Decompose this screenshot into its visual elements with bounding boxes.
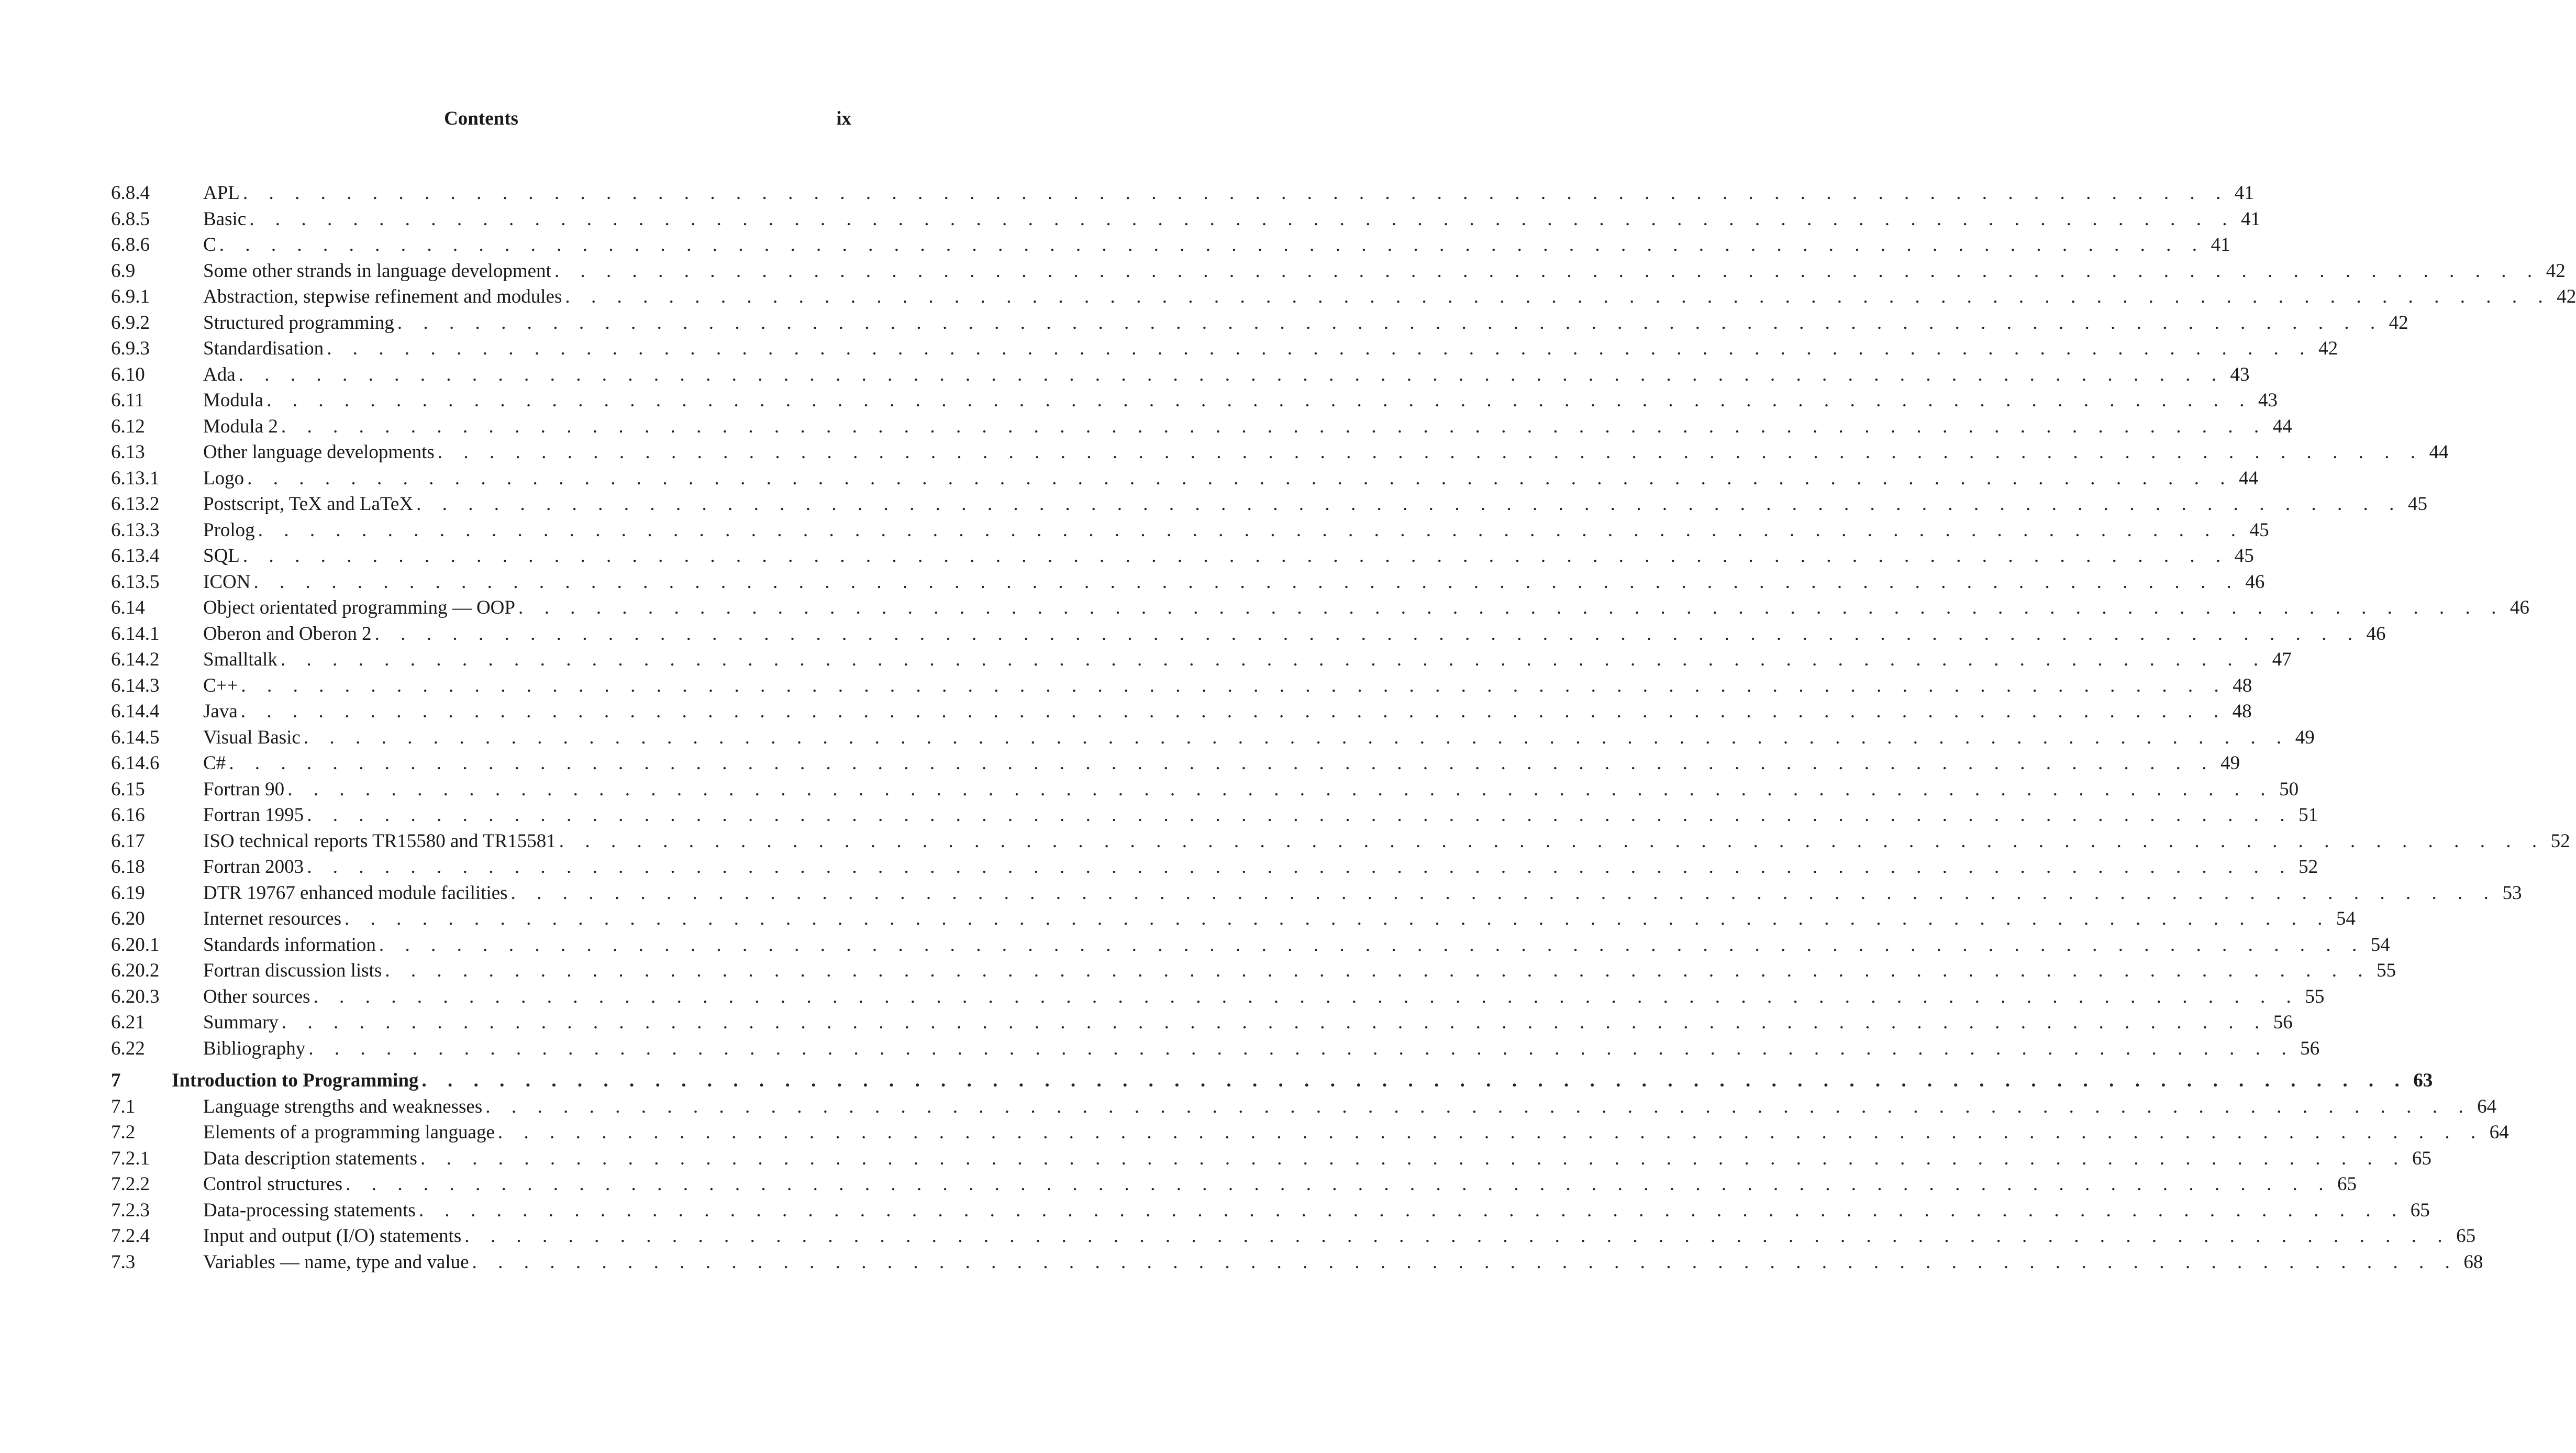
toc-entry-line (203, 1171, 2357, 1197)
toc-entry-title: Fortran 90 (203, 777, 287, 803)
toc-entry-title: Standardisation (203, 336, 327, 362)
toc-entry-number: 7.2.1 (111, 1147, 150, 1169)
page-title: Contents (444, 108, 518, 129)
toc-entry-title: Control structures (203, 1171, 346, 1197)
toc-entry-line (203, 1119, 2509, 1146)
dot-leader: . . . . . . . . . . . . . . . . . . . . . . . . . . . . . . . . . . . . . . . . . . . . . . . . . . . . . . . . . . . . . . . . . . . . . . . . . . . . . (518, 597, 2504, 618)
toc-entry[interactable] (111, 777, 2299, 803)
toc-entry-line (203, 465, 2258, 492)
toc-entry-number: 6.8.4 (111, 182, 150, 204)
table-of-contents (111, 180, 2576, 1275)
toc-entry-line (203, 828, 2570, 855)
toc-entry[interactable] (111, 725, 2315, 751)
dot-leader: . . . . . . . . . . . . . . . . . . . . . . . . . . . . . . . . . . . . . . . . . . . . . . . . . . . . . . . . . . . . . . . . . . . . . . . . . . . . . (303, 726, 2290, 748)
toc-entry-page: 48 (2233, 674, 2252, 696)
toc-entry-page: 48 (2232, 701, 2252, 722)
dot-leader: . . . . . . . . . . . . . . . . . . . . . . . . . . . . . . . . . . . . . . . . . . . . . . . . . . . . . . . . . . . . . . . . . . . . . . . . . . . . . (258, 519, 2244, 541)
dot-leader: . . . . . . . . . . . . . . . . . . . . . . . . . . . . . . . . . . . . . . . . . . . . . . . . . . . . . . . . . . . . . . . . . . . . . . . . . . . . . (437, 441, 2424, 463)
toc-entry-title: Prolog (203, 517, 258, 544)
dot-leader: . . . . . . . . . . . . . . . . . . . . . . . . . . . . . . . . . . . . . . . . . . . . . . . . . . . . . . . . . . . . . . . . . . . . . . . . . . . . . (559, 830, 2545, 852)
toc-entry[interactable] (111, 232, 2230, 258)
toc-entry-line (203, 1223, 2476, 1249)
toc-entry-number: 6.9.3 (111, 338, 150, 359)
dot-leader: . . . . . . . . . . . . . . . . . . . . . . . . . . . . . . . . . . . . . . . . . . . . . . . . . . . . . . . . . . . . . . . . . . . . . . . . . . . . . (219, 234, 2205, 256)
toc-entry-page: 46 (2245, 571, 2265, 593)
toc-entry-number: 6.13.3 (111, 519, 160, 541)
toc-entry-number: 6.20 (111, 908, 145, 929)
toc-entry-page: 56 (2273, 1012, 2293, 1033)
toc-entry-page: 42 (2389, 312, 2408, 334)
toc-entry-page: 45 (2249, 519, 2269, 541)
dot-leader: . . . . . . . . . . . . . . . . . . . . . . . . . . . . . . . . . . . . . . . . . . . . . . . . . . . . . . . . . . . . . . . . . . . . . . . . . . . . . (472, 1251, 2458, 1273)
dot-leader: . . . . . . . . . . . . . . . . . . . . . . . . . . . . . . . . . . . . . . . . . . . . . . . . . . . . . . . . . . . . . . . . . . . . . . . . . . . . . (327, 338, 2313, 359)
dot-leader: . . . . . . . . . . . . . . . . . . . . . . . . . . . . . . . . . . . . . . . . . . . . . . . . . . . . . . . . . . . . . . . . . . . . . . . . . . . . . (281, 1012, 2268, 1033)
toc-entry-title: SQL (203, 543, 243, 569)
toc-entry-number: 6.13.5 (111, 571, 160, 593)
toc-entry-page: 55 (2305, 985, 2325, 1007)
toc-entry-page: 44 (2429, 441, 2449, 463)
toc-entry-title: ICON (203, 569, 253, 595)
toc-entry-number: 6.13.2 (111, 493, 160, 515)
toc-entry[interactable] (111, 1010, 2293, 1036)
toc-entry-title: Fortran 1995 (203, 802, 307, 828)
toc-entry-title: Introduction to Programming (172, 1068, 421, 1094)
dot-leader: . . . . . . . . . . . . . . . . . . . . . . . . . . . . . . . . . . . . . . . . . . . . . . . . . . . . . . . . . . . . . . . . . . . . . . . . . . . . . (307, 804, 2293, 826)
dot-leader: . . . . . . . . . . . . . . . . . . . . . . . . . . . . . . . . . . . . . . . . . . . . . . . . . . . . . . . . . . . . . . . . . . . . . . . . . . . . . (554, 260, 2540, 282)
toc-entry-title: Modula (203, 387, 267, 414)
toc-entry-title: Elements of a programming language (203, 1119, 498, 1146)
toc-entry[interactable] (111, 180, 2254, 206)
toc-entry-page: 56 (2300, 1037, 2320, 1059)
running-header (111, 107, 851, 134)
toc-entry-line (203, 569, 2265, 595)
toc-entry-title: Input and output (I/O) statements (203, 1223, 464, 1249)
toc-entry-page: 52 (2550, 830, 2570, 852)
toc-entry[interactable] (111, 750, 2240, 777)
page-number: ix (836, 108, 851, 129)
toc-entry[interactable] (111, 465, 2258, 492)
toc-entry-line (172, 1068, 2433, 1094)
toc-entry-title: Data-processing statements (203, 1197, 419, 1224)
toc-entry-number: 7.2.2 (111, 1173, 150, 1195)
toc-entry[interactable] (111, 362, 2250, 388)
toc-entry[interactable] (111, 258, 2566, 284)
toc-entry-title: Oberon and Oberon 2 (203, 621, 375, 647)
toc-entry[interactable] (111, 854, 2318, 880)
toc-entry[interactable] (111, 1249, 2483, 1275)
toc-entry-page: 50 (2279, 778, 2299, 800)
toc-entry-number: 6.20.2 (111, 960, 160, 981)
toc-entry-page: 44 (2238, 467, 2258, 489)
toc-entry-page: 41 (2234, 182, 2254, 204)
toc-entry-page: 46 (2366, 623, 2386, 645)
toc-entry-number: 6.14.5 (111, 726, 160, 748)
toc-entry[interactable] (111, 1119, 2509, 1146)
toc-entry-title: Abstraction, stepwise refinement and modules (203, 284, 565, 310)
toc-entry-number: 6.21 (111, 1012, 145, 1033)
dot-leader: . . . . . . . . . . . . . . . . . . . . . . . . . . . . . . . . . . . . . . . . . . . . . . . . . . . . . . . . . . . . . . . . . . . . . . . . . . . . . (247, 467, 2233, 489)
toc-entry-number: 7.2.3 (111, 1199, 150, 1221)
toc-entry-line (203, 958, 2396, 984)
toc-entry-title: Fortran 2003 (203, 854, 307, 880)
toc-entry-page: 43 (2258, 390, 2278, 411)
toc-entry[interactable] (111, 958, 2396, 984)
toc-entry-number: 6.9.2 (111, 312, 150, 334)
toc-entry-line (203, 1249, 2483, 1275)
toc-entry[interactable] (111, 621, 2386, 647)
toc-entry-line (203, 1197, 2430, 1224)
toc-entry-page: 49 (2295, 726, 2315, 748)
toc-entry-number: 7.2 (111, 1122, 136, 1143)
dot-leader: . . . . . . . . . . . . . . . . . . . . . . . . . . . . . . . . . . . . . . . . . . . . . . . . . . . . . . . . . . . . . . . . . . . . . . . . . . . . . (374, 623, 2361, 645)
toc-entry-title: Object orientated programming — OOP (203, 595, 518, 621)
toc-entry-title: Other sources (203, 984, 313, 1010)
dot-leader: . . . . . . . . . . . . . . . . . . . . . . . . . . . . . . . . . . . . . . . . . . . . . . . . . . . . . . . . . . . . . . . . . . . . . . . . . . . . . (397, 312, 2383, 334)
toc-entry-page: 55 (2377, 960, 2396, 981)
toc-entry-title: APL (203, 180, 243, 206)
toc-entry[interactable] (111, 569, 2265, 595)
toc-entry-title: C (203, 232, 219, 258)
toc-entry[interactable] (111, 1171, 2357, 1197)
toc-entry[interactable] (111, 1094, 2497, 1120)
toc-entry-line (203, 284, 2576, 310)
toc-entry-number: 6.8.6 (111, 234, 150, 256)
toc-entry-title: ISO technical reports TR15580 and TR15581 (203, 828, 559, 855)
toc-entry-line (203, 206, 2261, 232)
toc-entry-title: Java (203, 698, 241, 725)
toc-entry-page: 54 (2336, 908, 2356, 929)
toc-entry[interactable] (111, 1146, 2431, 1172)
toc-entry-title: Basic (203, 206, 249, 232)
dot-leader: . . . . . . . . . . . . . . . . . . . . . . . . . . . . . . . . . . . . . . . . . . . . . . . . . . . . . . . . . . . . . . . . . . . . . . . . . . . . . (253, 571, 2240, 593)
toc-entry-line (203, 491, 2427, 517)
dot-leader: . . . . . . . . . . . . . . . . . . . . . . . . . . . . . . . . . . . . . . . . . . . . . . . . . . . . . . . . . . . . . . . . . . . . . . . . . . . . . (241, 674, 2227, 696)
dot-leader: . . . . . . . . . . . . . . . . . . . . . . . . . . . . . . . . . . . . . . . . . . . . . . . . . . . . . . . . . . . . . . . . . . . . . . . . . . . . . (497, 1122, 2484, 1143)
toc-entry[interactable] (111, 984, 2325, 1010)
toc-entry-line (203, 336, 2338, 362)
toc-entry[interactable] (111, 673, 2252, 699)
toc-entry-page: 42 (2546, 260, 2566, 282)
toc-entry[interactable] (111, 310, 2408, 336)
toc-entry-number: 7.1 (111, 1095, 136, 1117)
toc-entry-page: 42 (2557, 286, 2576, 307)
dot-leader: . . . . . . . . . . . . . . . . . . . . . . . . . . . . . . . . . . . . . . . . . . . . . . . . . . . . . . . . . . . . . . . . . . . . . . . . . . . . . (240, 701, 2227, 722)
dot-leader: . . . . . . . . . . . . . . . . . . . . . . . . . . . . . . . . . . . . . . . . . . . . . . . . . . . . . . . . . . . . . . . . . . . . . . . . . . . . . (249, 208, 2236, 230)
toc-entry-number: 6.14.2 (111, 649, 160, 670)
toc-entry-page: 47 (2272, 649, 2292, 670)
dot-leader: . . . . . . . . . . . . . . . . . . . . . . . . . . . . . . . . . . . . . . . . . . . . . . . . . . . . . . . . . . . . . . . . . . . . . . . . . . . . . (313, 985, 2300, 1007)
toc-entry[interactable] (111, 491, 2427, 517)
toc-entry-line (203, 673, 2252, 699)
dot-leader: . . . . . . . . . . . . . . . . . . . . . . . . . . . . . . . . . . . . . . . . . . . . . . . . . . . . . . . . . . . . . . . . . . . . . . . . . . . . . (385, 960, 2371, 981)
dot-leader: . . . . . . . . . . . . . . . . . . . . . . . . . . . . . . . . . . . . . . . . . . . . . . . . . . . . . . . . . . . . . . . . . . . . . . . . . . . . . (510, 882, 2497, 904)
toc-entry[interactable] (111, 932, 2390, 958)
toc-entry-line (203, 854, 2318, 880)
toc-entry-number: 6.22 (111, 1037, 145, 1059)
dot-leader: . . . . . . . . . . . . . . . . . . . . . . . . . . . . . . . . . . . . . . . . . . . . . . . . . . . . . . . . . . . . . . . . . . . . . . . . . . . . . (307, 856, 2293, 878)
toc-entry-line (203, 906, 2356, 932)
toc-entry-title: Bibliography (203, 1036, 308, 1062)
toc-entry-title: Fortran discussion lists (203, 958, 385, 984)
dot-leader: . . . . . . . . . . . . . . . . . . . . . . . . . . . . . . . . . . . . . . . . . . . . . . . . . . . . . . . . . . . . . . . . . . . . . . . . . . . . . (280, 649, 2267, 670)
toc-entry[interactable] (111, 206, 2261, 232)
toc-entry-line (203, 777, 2299, 803)
dot-leader: . . . . . . . . . . . . . . . . . . . . . . . . . . . . . . . . . . . . . . . . . . . . . . . . . . . . . . . . . . . . . . . . . . . . . . . . . . . . . (242, 545, 2229, 567)
toc-entry-line (203, 647, 2292, 673)
toc-entry-title: Other language developments (203, 439, 438, 465)
toc-entry-number: 6.13.1 (111, 467, 160, 489)
toc-entry-line (203, 180, 2254, 206)
dot-leader: . . . . . . . . . . . . . . . . . . . . . . . . . . . . . . . . . . . . . . . . . . . . . . . . . . . . . . . . . . . . . . . . . . . . . . . . . . . . . (379, 934, 2365, 956)
toc-entry-line (203, 1036, 2320, 1062)
dot-leader: . . . . . . . . . . . . . . . . . . . . . . . . . . . . . . . . . . . . . . . . . . . . . . . . . . . . . . . . . . . . . . . . . . . . . . . . . . . . . (345, 908, 2330, 929)
toc-entry-number: 6.12 (111, 415, 145, 437)
toc-entry-number: 6.14 (111, 597, 145, 618)
toc-entry-number: 7.3 (111, 1251, 136, 1273)
toc-entry[interactable] (111, 439, 2449, 465)
toc-entry-line (203, 232, 2230, 258)
toc-entry[interactable] (111, 284, 2576, 310)
toc-entry-line (203, 802, 2318, 828)
toc-entry-title: Visual Basic (203, 725, 304, 751)
toc-entry-line (203, 362, 2250, 388)
toc-entry-line (203, 621, 2386, 647)
toc-entry-line (203, 414, 2292, 440)
toc-entry-title: Modula 2 (203, 414, 281, 440)
dot-leader: . . . . . . . . . . . . . . . . . . . . . . . . . . . . . . . . . . . . . . . . . . . . . . . . . . . . . . . . . . . . . . . . . . . . . . . . . . . . . (229, 752, 2215, 774)
toc-entry-title: Language strengths and weaknesses (203, 1094, 485, 1120)
dot-leader: . . . . . . . . . . . . . . . . . . . . . . . . . . . . . . . . . . . . . . . . . . . . . . . . . . . . . . . . . . . . . . . . . . . . . . . . . . . . . (565, 286, 2551, 307)
toc-entry-page: 53 (2502, 882, 2522, 904)
toc-entry-number: 6.10 (111, 363, 145, 385)
toc-entry-page: 41 (2241, 208, 2261, 230)
toc-entry[interactable] (111, 880, 2522, 906)
toc-entry-number: 6.14.4 (111, 701, 160, 722)
toc-entry[interactable] (111, 647, 2292, 673)
toc-entry-line (203, 1094, 2497, 1120)
toc-entry-page: 54 (2370, 934, 2390, 956)
toc-entry-line (203, 880, 2522, 906)
toc-entry[interactable] (111, 906, 2356, 932)
toc-entry-title: Ada (203, 362, 239, 388)
toc-entry[interactable] (111, 802, 2318, 828)
toc-entry-page: 45 (2234, 545, 2254, 567)
toc-entry-page: 65 (2456, 1225, 2476, 1247)
toc-entry[interactable] (111, 1197, 2430, 1224)
toc-entry[interactable] (111, 1223, 2476, 1249)
toc-entry-title: C# (203, 750, 229, 777)
toc-entry-page: 43 (2230, 363, 2250, 385)
toc-entry-line (203, 1010, 2293, 1036)
toc-entry-title: Variables — name, type and value (203, 1249, 472, 1275)
toc-entry-page: 51 (2299, 804, 2318, 826)
toc-entry-number: 6.20.1 (111, 934, 160, 956)
toc-entry-line (203, 439, 2449, 465)
toc-entry-line (203, 517, 2269, 544)
dot-leader: . . . . . . . . . . . . . . . . . . . . . . . . . . . . . . . . . . . . . . . . . . . . . . . . . . . . . . . . . . . . . . . . . . . . . . . . . . . . . (242, 182, 2229, 204)
toc-entry-title: Standards information (203, 932, 379, 958)
toc-entry[interactable] (111, 336, 2338, 362)
toc-entry-title: Structured programming (203, 310, 397, 336)
dot-leader: . . . . . . . . . . . . . . . . . . . . . . . . . . . . . . . . . . . . . . . . . . . . . . . . . . . . . . . . . . . . . . . . . . . . . . . . . . . . . (418, 1199, 2405, 1221)
dot-leader: . . . . . . . . . . . . . . . . . . . . . . . . . . . . . . . . . . . . . . . . . . . . . . . . . . . . . . . . . . . . . . . . . . . . . . . . . . . . . (485, 1095, 2472, 1117)
toc-entry-title: DTR 19767 enhanced module facilities (203, 880, 511, 906)
toc-entry-page: 49 (2220, 752, 2240, 774)
dot-leader: . . . . . . . . . . . . . . . . . . . . . . . . . . . . . . . . . . . . . . . . . . . . . . . . . . . . . . . . . . . . . . . . . . . . . . . . . . . . . (287, 778, 2274, 800)
toc-entry-title: C++ (203, 673, 241, 699)
toc-entry-number: 6.16 (111, 804, 145, 826)
dot-leader: . . . . . . . . . . . . . . . . . . . . . . . . . . . . . . . . . . . . . . . . . . . . . . . . . . . . . . . . . . . . . . . . . . . . . . . . . . . . . (464, 1225, 2451, 1247)
dot-leader: . . . . . . . . . . . . . . . . . . . . . . . . . . . . . . . . . . . . . . . . . . . . . . . . . . . . . . . . . . . . . . . . . . . . . . . . . . . . . (308, 1037, 2295, 1059)
toc-entry[interactable] (111, 698, 2252, 725)
toc-entry-line (203, 258, 2566, 284)
toc-entry-number: 6.17 (111, 830, 145, 852)
toc-entry-page: 65 (2412, 1147, 2431, 1169)
dot-leader: . . . . . . . . . . . . . . . . . . . . . . . . . . . . . . . . . . . . . . . . . . . . . . . . . . . . . . . . . . . . . . . . . . . . . . . . . . . . . (346, 1173, 2332, 1195)
toc-entry[interactable] (111, 517, 2269, 544)
toc-entry-number: 6.11 (111, 390, 145, 411)
dot-leader: . . . . . . . . . . . . . . . . . . . . . . . . . . . . . . . . . . . . . . . . . . . . . . . . . . . . . . . . . . . . . . . . . . . . . . . . . . . . . (420, 1147, 2406, 1169)
toc-entry[interactable] (111, 595, 2529, 621)
toc-entry[interactable] (111, 543, 2254, 569)
dot-leader: . . . . . . . . . . . . . . . . . . . . . . . . . . . . . . . . . . . . . . . . . . . . . . . . . . . . . . . . . . . . . . . . . . . . . . . . . . . . . (267, 390, 2252, 411)
dot-leader: . . . . . . . . . . . . . . . . . . . . . . . . . . . . . . . . . . . . . . . . . . . . . . . . . . . . . . . . . . . . . . . . . . . . . . . . . . . . . (238, 363, 2225, 385)
toc-entry-number: 6.19 (111, 882, 145, 904)
toc-entry-title: Postscript, TeX and LaTeX (203, 491, 416, 517)
toc-entry[interactable] (111, 828, 2570, 855)
toc-entry-line (203, 387, 2278, 414)
toc-entry[interactable] (111, 414, 2292, 440)
dot-leader: . . . . . . . . . . . . . . . . . . . . . . . . . . . . . . . . . . . . . . . . . . . . . . . . . . . . . . . . . . . . . . . . . . . . . . . . . . . . . (421, 1070, 2408, 1091)
toc-entry-page: 64 (2477, 1095, 2497, 1117)
toc-entry-page: 63 (2413, 1070, 2433, 1091)
toc-entry-page: 46 (2510, 597, 2529, 618)
toc-entry-page: 65 (2410, 1199, 2430, 1221)
toc-entry-title: Smalltalk (203, 647, 281, 673)
toc-entry-title: Data description statements (203, 1146, 420, 1172)
toc-entry-line (203, 1146, 2431, 1172)
toc-entry-page: 64 (2489, 1122, 2509, 1143)
dot-leader: . . . . . . . . . . . . . . . . . . . . . . . . . . . . . . . . . . . . . . . . . . . . . . . . . . . . . . . . . . . . . . . . . . . . . . . . . . . . . (281, 415, 2267, 437)
toc-entry-page: 41 (2211, 234, 2230, 256)
toc-entry-number: 6.14.3 (111, 674, 160, 696)
toc-entry-title: Summary (203, 1010, 282, 1036)
toc-entry-number: 6.9.1 (111, 286, 150, 307)
toc-entry-title: Internet resources (203, 906, 345, 932)
toc-entry-title: Logo (203, 465, 247, 492)
toc-entry-number: 6.13 (111, 441, 145, 463)
toc-entry-page: 65 (2337, 1173, 2357, 1195)
dot-leader: . . . . . . . . . . . . . . . . . . . . . . . . . . . . . . . . . . . . . . . . . . . . . . . . . . . . . . . . . . . . . . . . . . . . . . . . . . . . . (416, 493, 2402, 515)
toc-entry-number: 6.14.1 (111, 623, 160, 645)
toc-entry-line (203, 725, 2315, 751)
toc-entry-page: 42 (2318, 338, 2338, 359)
toc-entry-number: 6.8.5 (111, 208, 150, 230)
toc-entry-number: 6.18 (111, 856, 145, 878)
toc-entry-number: 7 (111, 1070, 121, 1091)
toc-entry-page: 45 (2407, 493, 2427, 515)
toc-entry-title: Some other strands in language development (203, 258, 554, 284)
toc-entry-line (203, 932, 2390, 958)
toc-entry-line (203, 595, 2529, 621)
toc-entry-number: 7.2.4 (111, 1225, 150, 1247)
toc-entry-line (203, 750, 2240, 777)
toc-entry-page: 68 (2463, 1251, 2483, 1273)
toc-entry-page: 52 (2299, 856, 2318, 878)
toc-entry[interactable] (111, 387, 2278, 414)
toc-chapter-entry[interactable] (111, 1068, 2433, 1094)
toc-entry-number: 6.15 (111, 778, 145, 800)
toc-entry-line (203, 310, 2408, 336)
toc-entry-line (203, 543, 2254, 569)
toc-entry-line (203, 984, 2325, 1010)
toc-entry-number: 6.9 (111, 260, 136, 282)
toc-entry-line (203, 698, 2252, 725)
toc-entry[interactable] (111, 1036, 2320, 1062)
toc-entry-number: 6.13.4 (111, 545, 160, 567)
toc-entry-page: 44 (2272, 415, 2292, 437)
toc-entry-number: 6.14.6 (111, 752, 160, 774)
toc-entry-number: 6.20.3 (111, 985, 160, 1007)
